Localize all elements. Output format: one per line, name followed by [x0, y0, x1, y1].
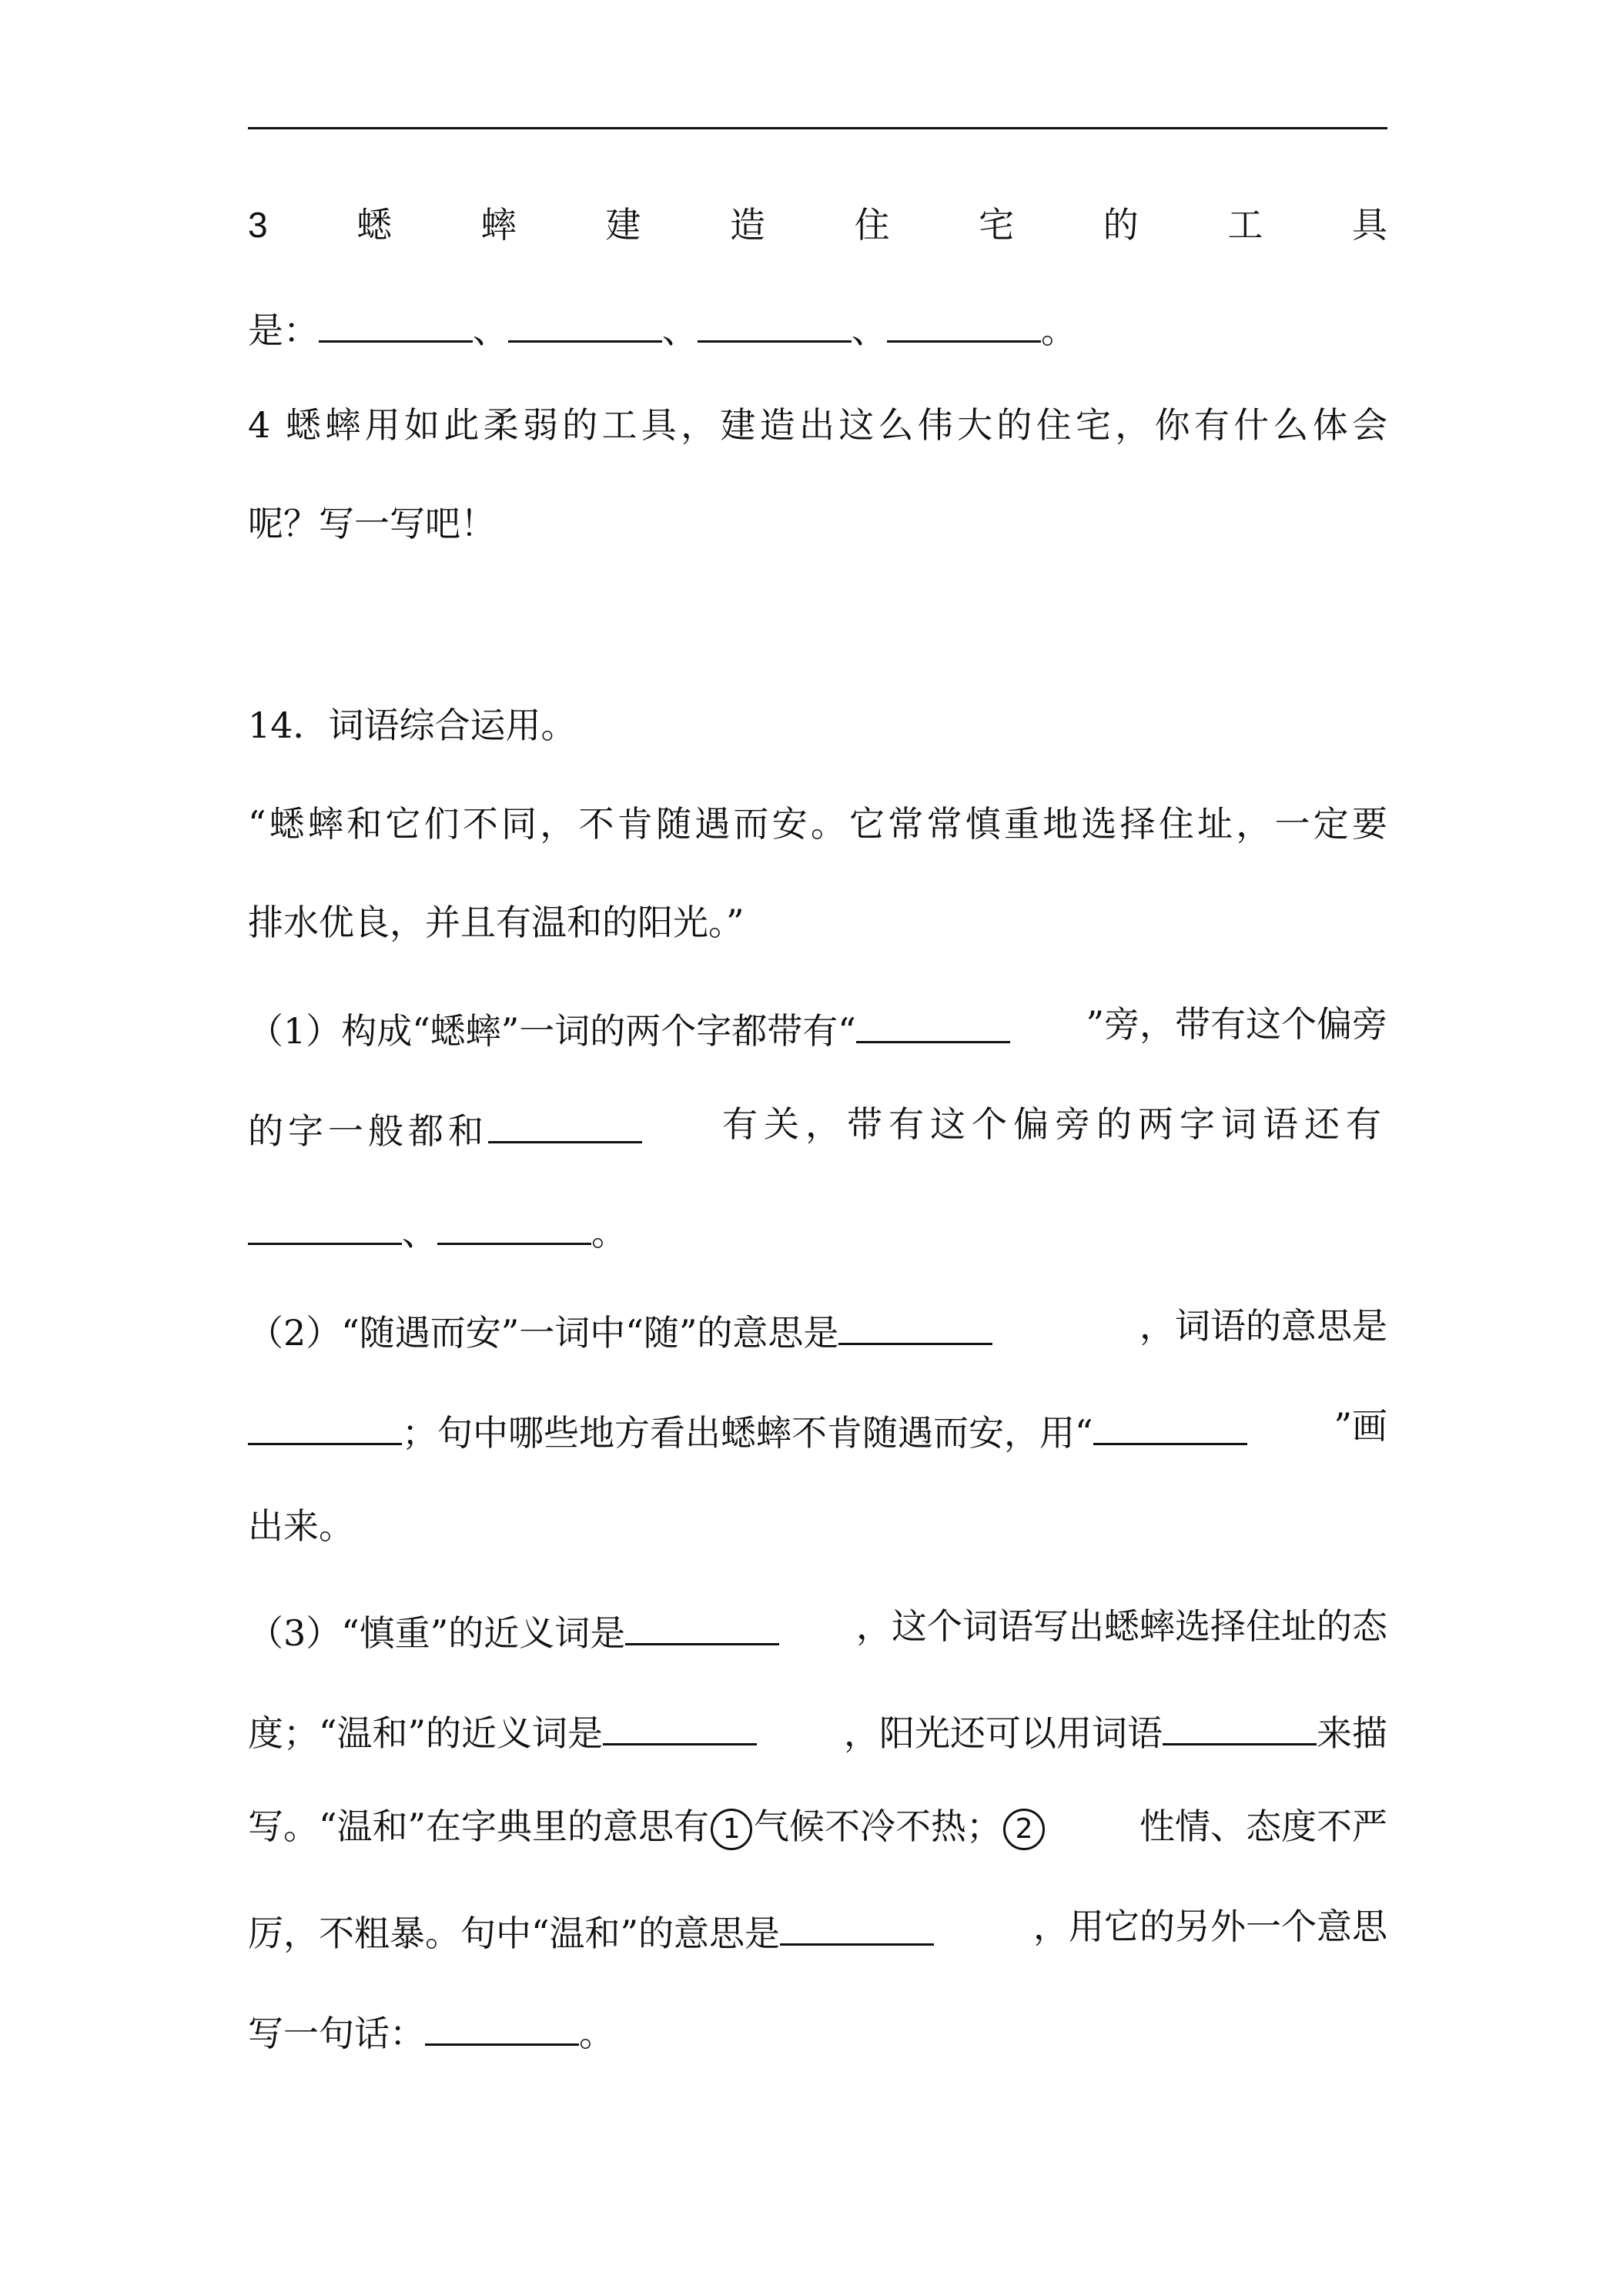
part3-text: ，用它的另外一个意思	[1033, 1906, 1387, 1947]
part3-text: 气候不冷不热；	[754, 1806, 1002, 1847]
item3-number: 3	[248, 205, 268, 245]
q14-part1-line2	[248, 1101, 1387, 1152]
q14-part3-line4	[248, 1903, 1387, 1954]
q14-part3-line5	[248, 2003, 1387, 2054]
header-rule	[248, 127, 1387, 129]
part3-text: （3）“慎重”的近义词是	[248, 1612, 626, 1654]
period: 。	[1041, 310, 1076, 351]
separator: 、	[402, 1212, 437, 1253]
circled-number-1: 1	[711, 1809, 752, 1850]
answer-blank[interactable]	[425, 2003, 579, 2046]
part1-text: 的字一般都和	[248, 1110, 488, 1152]
item3-char: 蟀	[480, 204, 517, 246]
answer-blank[interactable]	[698, 300, 852, 343]
q14-title: 14．词语综合运用。	[248, 705, 577, 746]
q14-quote-line2: 排水优良，并且有温和的阳光。”	[248, 902, 745, 943]
answer-blank[interactable]	[603, 1703, 757, 1745]
q14-part3-line2	[248, 1703, 1387, 1754]
part2-text: （2）“随遇而安”一词中“随”的意思是	[248, 1312, 839, 1354]
part1-text: ”旁，带有这个偏旁	[1086, 1003, 1387, 1045]
circled-number-2: 2	[1003, 1809, 1045, 1850]
q14-part3-line1	[248, 1603, 1387, 1654]
part3-text: 写。“温和”在字典里的意思有	[248, 1806, 710, 1847]
separator: 、	[662, 310, 698, 351]
part1-text: 有关，带有这个偏旁的两字词语还有	[722, 1103, 1387, 1145]
q14-part2-line1	[248, 1303, 1387, 1354]
part3-text: ，阳光还可以用词语	[844, 1712, 1163, 1754]
part3-text: 性情、态度不严	[1139, 1806, 1387, 1847]
answer-blank[interactable]	[319, 300, 473, 343]
answer-blank[interactable]	[838, 1303, 992, 1345]
q14-part2-line3: 出来。	[248, 1505, 354, 1547]
item3-char: 工	[1227, 204, 1263, 246]
q13-item4-line2: 呢？写一写吧！	[248, 503, 496, 544]
item3-char: 具	[1351, 204, 1387, 246]
part3-text: ，这个词语写出蟋蟀选择住址的态	[856, 1605, 1387, 1647]
part2-text: ，词语的意思是	[1139, 1305, 1387, 1347]
q14-part2-line2	[248, 1403, 1387, 1454]
separator: 、	[852, 310, 887, 351]
part2-text: ”画	[1334, 1405, 1387, 1447]
item3-char: 蟋	[356, 204, 393, 246]
item3-char: 宅	[979, 204, 1015, 246]
part3-text: 度；“温和”的近义词是	[248, 1712, 604, 1754]
answer-blank[interactable]	[1163, 1703, 1317, 1745]
q14-part1-line1	[248, 1001, 1387, 1052]
q13-item3-line2	[248, 300, 1387, 351]
answer-blank[interactable]	[248, 1203, 402, 1245]
q13-item4-line1: 4 蟋蟀用如此柔弱的工具，建造出这么伟大的住宅，你有什么体会	[248, 404, 1387, 446]
item3-char: 住	[854, 204, 890, 246]
q14-part3-line3	[248, 1803, 1387, 1849]
answer-blank[interactable]	[437, 1203, 591, 1245]
answer-blank[interactable]	[780, 1903, 934, 1946]
answer-blank[interactable]	[248, 1403, 402, 1445]
part2-text: ；句中哪些地方看出蟋蟀不肯随遇而安，用“	[402, 1412, 1093, 1454]
answer-blank[interactable]	[508, 300, 662, 343]
part3-text: 厉，不粗暴。句中“温和”的意思是	[248, 1913, 781, 1954]
item3-char: 建	[605, 204, 641, 246]
period: 。	[591, 1212, 627, 1253]
answer-blank[interactable]	[1093, 1403, 1247, 1445]
answer-blank[interactable]	[488, 1101, 642, 1143]
item3-char: 的	[1103, 204, 1139, 246]
separator: 、	[473, 310, 508, 351]
answer-blank[interactable]	[856, 1001, 1010, 1043]
part1-text: （1）构成“蟋蟀”一词的两个字都带有“	[248, 1010, 856, 1052]
part3-text: 写一句话：	[248, 2013, 425, 2054]
q14-quote-line1: “蟋蟀和它们不同，不肯随遇而安。它常常慎重地选择住址，一定要	[248, 803, 1387, 845]
q13-item3-line1	[248, 202, 1387, 248]
q14-part1-line3	[248, 1203, 1387, 1253]
period: 。	[579, 2013, 614, 2054]
item3-prefix: 是：	[248, 310, 319, 351]
answer-blank[interactable]	[625, 1603, 779, 1645]
item3-char: 造	[729, 204, 765, 246]
answer-blank[interactable]	[887, 300, 1041, 343]
part3-text: 来描	[1317, 1712, 1387, 1754]
